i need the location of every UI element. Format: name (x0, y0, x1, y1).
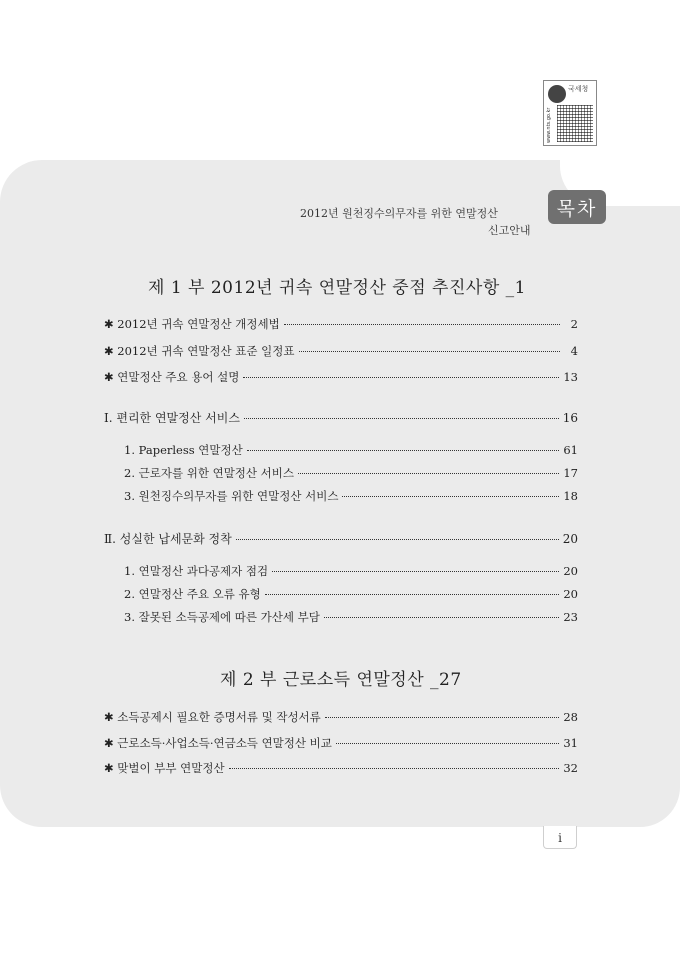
stamp-url: www.nts.go.kr (546, 107, 552, 143)
part2-title: 제 2 부 근로소득 연말정산 _27 (220, 670, 462, 690)
leader-dots (299, 351, 561, 352)
item-page: 18 (563, 489, 578, 503)
leader-dots (342, 496, 559, 497)
entry-label: ✱ 소득공제시 필요한 증명서류 및 작성서류 (104, 710, 321, 724)
toc-entry[interactable] (104, 709, 578, 725)
leader-dots (247, 450, 560, 451)
toc-entry[interactable] (104, 735, 578, 751)
entry-label: ✱ 2012년 귀속 연말정산 표준 일정표 (104, 344, 295, 358)
toc-section[interactable] (104, 409, 578, 426)
toc-entry[interactable] (104, 369, 578, 385)
running-title-cut: 신고안내 (488, 224, 531, 237)
item-page: 23 (563, 610, 578, 624)
toc-item[interactable] (124, 442, 578, 458)
entry-label: ✱ 근로소득·사업소득·연금소득 연말정산 비교 (104, 736, 332, 750)
leader-dots (324, 617, 559, 618)
item-page: 17 (563, 466, 578, 480)
item-label: 2. 연말정산 주요 오류 유형 (124, 587, 261, 601)
entry-page: 28 (563, 710, 578, 724)
item-label: 1. 연말정산 과다공제자 점검 (124, 564, 269, 578)
item-page: 61 (563, 443, 578, 457)
toc-item[interactable] (124, 465, 578, 481)
toc-entry[interactable] (104, 760, 578, 776)
toc-item[interactable] (124, 488, 578, 504)
section-label: Ⅱ. 성실한 납세문화 정착 (104, 532, 232, 546)
item-page: 20 (563, 587, 578, 601)
entry-page: 31 (563, 736, 578, 750)
leader-dots (325, 717, 560, 718)
entry-label: ✱ 2012년 귀속 연말정산 개정세법 (104, 317, 280, 331)
toc-item[interactable] (124, 563, 578, 579)
item-label: 2. 근로자를 위한 연말정산 서비스 (124, 466, 295, 480)
entry-label: ✱ 연말정산 주요 용어 설명 (104, 370, 240, 384)
running-title: 2012년 원천징수의무자를 위한 연말정산 (300, 207, 498, 220)
toc-item[interactable] (124, 586, 578, 602)
entry-page: 4 (570, 344, 578, 358)
item-label: 3. 잘못된 소득공제에 따른 가산세 부담 (124, 610, 320, 624)
item-label: 3. 원천징수의무자를 위한 연말정산 서비스 (124, 489, 339, 503)
leader-dots (265, 594, 560, 595)
entry-page: 2 (570, 317, 578, 331)
leader-dots (229, 768, 560, 769)
leader-dots (243, 377, 559, 378)
section-page: 16 (562, 411, 578, 425)
stamp-org: 국세청 (568, 85, 589, 93)
leader-dots (236, 539, 559, 540)
item-page: 20 (563, 564, 578, 578)
toc-entry[interactable] (104, 343, 578, 359)
leader-dots (298, 473, 559, 474)
leader-dots (284, 324, 560, 325)
section-label: Ⅰ. 편리한 연말정산 서비스 (104, 411, 240, 425)
entry-page: 13 (563, 370, 578, 384)
leader-dots (272, 571, 559, 572)
section-page: 20 (562, 532, 578, 546)
entry-page: 32 (563, 761, 578, 775)
toc-section[interactable] (104, 530, 578, 547)
item-label: 1. Paperless 연말정산 (124, 443, 243, 457)
stamp-pattern (557, 105, 593, 142)
entry-label: ✱ 맞벌이 부부 연말정산 (104, 761, 225, 775)
page-number: i (543, 826, 577, 849)
toc-entry[interactable] (104, 316, 578, 332)
toc-item[interactable] (124, 609, 578, 625)
toc-badge: 목차 (548, 190, 606, 224)
nts-stamp (543, 80, 597, 146)
part1-title: 제 1 부 2012년 귀속 연말정산 중점 추진사항 _1 (148, 278, 526, 298)
leader-dots (244, 418, 559, 419)
nts-logo-icon (548, 85, 566, 103)
leader-dots (336, 743, 559, 744)
